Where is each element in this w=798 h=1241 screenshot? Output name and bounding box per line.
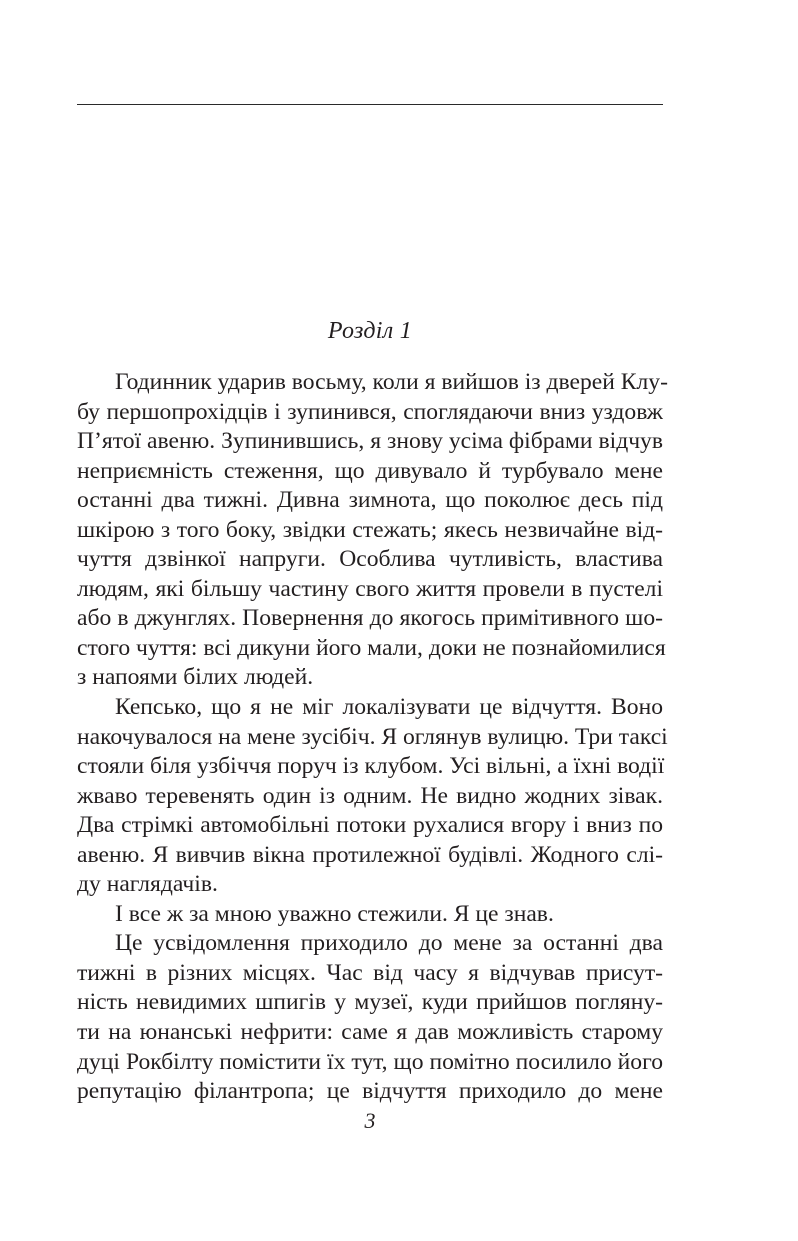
text-line: тижні в різних місцях. Час від часу я відчував присут- <box>77 959 663 986</box>
text-line: І все ж за мною уважно стежили. Я це знав. <box>115 900 554 927</box>
text-line: з напоями білих людей. <box>77 664 314 691</box>
text-line: Це усвідомлення приходило до мене за останні два <box>115 930 663 957</box>
text-line: стого чуття: всі дикуни його мали, доки не познайомилися <box>77 634 666 661</box>
page-number: 3 <box>364 1108 376 1133</box>
text-line: Кепсько, що я не міг локалізувати це відчуття. Воно <box>115 694 663 721</box>
paragraph <box>77 368 668 693</box>
text-line: стояли біля узбіччя поруч із клубом. Усі вільні, а їхні водії <box>77 753 665 780</box>
header-rule <box>77 104 663 105</box>
paragraph <box>77 693 668 900</box>
text-line: шкірою з того боку, звідки стежать; якесь незвичайне від- <box>77 516 663 543</box>
text-line: людям, які більшу частину свого життя провели в пустелі <box>77 575 663 602</box>
chapter-body <box>77 368 668 1107</box>
text-line: Два стрімкі автомобільні потоки рухалися вгору і вниз по <box>77 812 663 839</box>
paragraph <box>77 900 663 930</box>
text-line: репутацію філантропа; це відчуття приходило до мене <box>77 1078 663 1105</box>
chapter-title: Розділ 1 <box>327 318 413 344</box>
text-line: П’ятої авеню. Зупинившись, я знову усіма фібрами відчув <box>77 428 663 455</box>
text-line: накочувалося на мене зусібіч. Я оглянув вулицю. Три таксі <box>77 723 668 750</box>
text-line: чуття дзвінкої напруги. Особлива чутливість, властива <box>77 546 663 573</box>
text-line: останні два тижні. Дивна зимнота, що поколює десь під <box>77 487 663 514</box>
text-line: бу першопрохідців і зупинився, споглядаючи вниз уздовж <box>77 398 663 425</box>
text-line: або в джунглях. Повернення до якогось примітивного шо- <box>77 605 663 632</box>
text-line: жваво теревенять один із одним. Не видно жодних зівак. <box>77 782 663 809</box>
text-line: неприємність стеження, що дивувало й турбувало мене <box>77 457 663 484</box>
paragraph <box>77 929 663 1106</box>
text-line: дуці Рокбілту помістити їх тут, що помітно посилило його <box>77 1048 663 1075</box>
text-line: ду наглядачів. <box>77 871 218 898</box>
text-line: ти на юнанські нефрити: саме я дав можливість старому <box>77 1019 663 1046</box>
text-line: ність невидимих шпигів у музеї, куди прийшов погляну- <box>77 989 663 1016</box>
text-line: Годинник ударив восьму, коли я вийшов із дверей Клу- <box>115 369 668 395</box>
text-line: авеню. Я вивчив вікна протилежної будівлі. Жодного слі- <box>77 841 663 868</box>
